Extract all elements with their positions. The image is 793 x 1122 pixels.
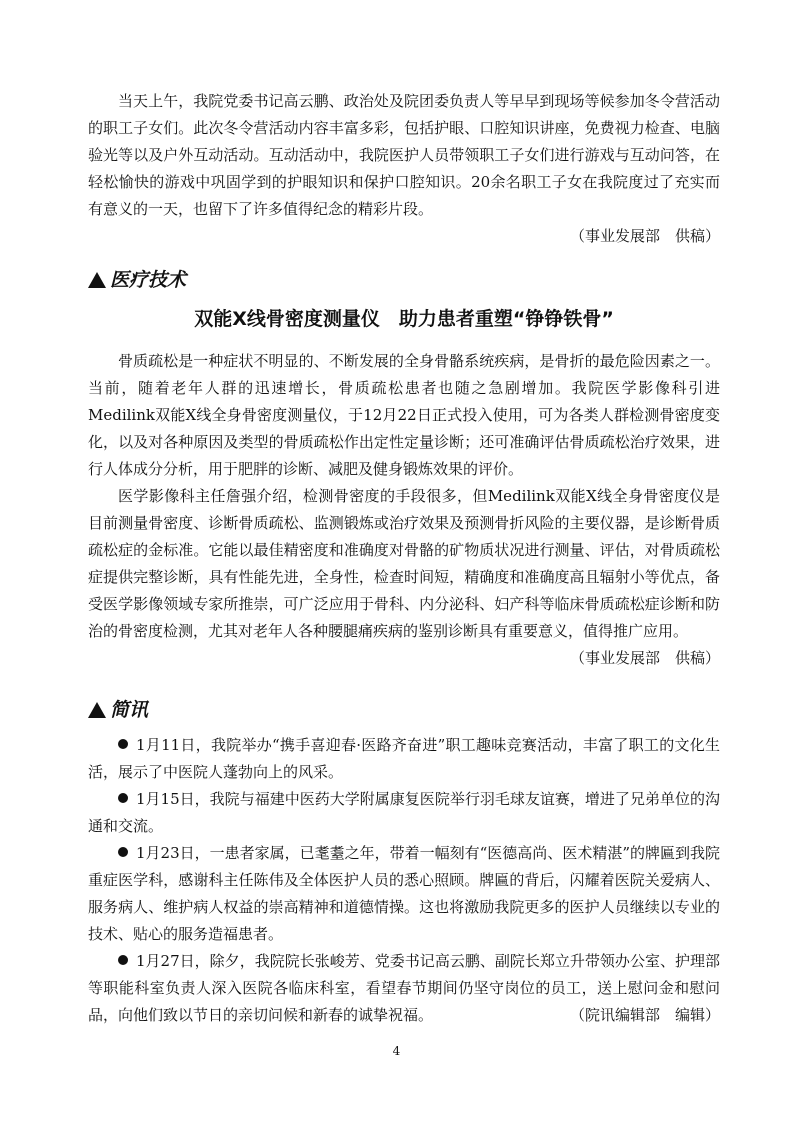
list-item bbox=[88, 840, 720, 948]
page-number: 4 bbox=[392, 1044, 401, 1058]
section-heading-brief bbox=[88, 694, 720, 726]
brief-list bbox=[88, 732, 720, 1029]
article-title: 双能X线骨密度测量仪 助力患者重塑“铮铮铁骨” bbox=[194, 308, 614, 330]
list-item bbox=[88, 732, 720, 786]
section-heading-medical-label: 医疗技术 bbox=[110, 269, 187, 291]
bullet-icon bbox=[118, 793, 128, 803]
list-item bbox=[88, 948, 720, 1029]
bullet-icon bbox=[118, 847, 128, 857]
medical-paragraph-2: 医学影像科主任詹强介绍，检测骨密度的手段很多，但Medilink双能X线全身骨密度仪是目前测量骨密度、诊断骨质疏松、监测锻炼或治疗效果及预测骨折风险的主要仪器，是诊断骨质疏松症的金标准。它能以最佳精密度和准确度对骨骼的矿物质状况进行测量、评估，对骨质疏松症提供完整诊断，具有性能先进，全身性，检查时间短，精确度和准确度高且辐射小等优点，备受医学影像领域专家所推崇，可广泛应用于骨科、内分泌科、妇产科等临床骨质疏松症诊断和防治的骨密度检测，尤其对老年人各种腰腿痛疾病的鉴别诊断具有重要意义，值得推广应用。 bbox=[88, 487, 720, 640]
list-item-text: 1月15日，我院与福建中医药大学附属康复医院举行羽毛球友谊赛，增进了兄弟单位的沟通和交流。 bbox=[88, 790, 720, 835]
bullet-icon bbox=[118, 955, 128, 965]
page-body bbox=[88, 88, 720, 1029]
medical-credit: （事业发展部 供稿） bbox=[569, 649, 720, 667]
bullet-icon bbox=[118, 739, 128, 749]
list-item-text: 1月11日，我院举办“携手喜迎春·医路齐奋进”职工趣味竞赛活动，丰富了职工的文化生活，展示了中医院人蓬勃向上的风采。 bbox=[88, 736, 720, 781]
list-item bbox=[88, 786, 720, 840]
list-item-text: 1月23日，一患者家属，已耄耋之年，带着一幅刻有“医德高尚、医术精湛”的牌匾到我院重症医学科，感谢科主任陈伟及全体医护人员的悉心照顾。牌匾的背后，闪耀着医院关爱病人、服务病人、维护病人权益的崇高精神和道德情操。这也将激励我院更多的医护人员继续以专业的技术、贴心的服务造福患者。 bbox=[88, 844, 720, 943]
triangle-icon bbox=[88, 272, 106, 288]
triangle-icon bbox=[88, 702, 106, 718]
section-heading-medical bbox=[88, 264, 720, 296]
medical-paragraph-1: 骨质疏松是一种症状不明显的、不断发展的全身骨骼系统疾病，是骨折的最危险因素之一。当前，随着老年人群的迅速增长，骨质疏松患者也随之急剧增加。我院医学影像科引进Medilink双能X线全身骨密度测量仪，于12月22日正式投入使用，可为各类人群检测骨密度变化，以及对各种原因及类型的骨质疏松作出定性定量诊断；还可准确评估骨质疏松治疗效果，进行人体成分分析，用于肥胖的诊断、减肥及健身锻炼效果的评价。 bbox=[88, 352, 720, 478]
intro-paragraph: 当天上午，我院党委书记高云鹏、政治处及院团委负责人等早早到现场等候参加冬令营活动的职工子女们。此次冬令营活动内容丰富多彩，包括护眼、口腔知识讲座，免费视力检查、电脑验光等以及户外互动活动。互动活动中，我院医护人员带领职工子女们进行游戏与互动问答，在轻松愉快的游戏中巩固学到的护眼知识和保护口腔知识。20余名职工子女在我院度过了充实而有意义的一天，也留下了许多值得纪念的精彩片段。 bbox=[88, 92, 720, 218]
brief-credit: （院讯编辑部 编辑） bbox=[569, 1006, 720, 1024]
list-item-text: 1月27日，除夕，我院院长张峻芳、党委书记高云鹏、副院长郑立升带领办公室、护理部等职能科室负责人深入医院各临床科室，看望春节期间仍坚守岗位的员工，送上慰问金和慰问品，向他们致以节日的亲切问候和新春的诚挚祝福。 bbox=[88, 952, 720, 1024]
section-heading-brief-label: 简讯 bbox=[110, 699, 149, 721]
intro-credit: （事业发展部 供稿） bbox=[569, 227, 720, 245]
